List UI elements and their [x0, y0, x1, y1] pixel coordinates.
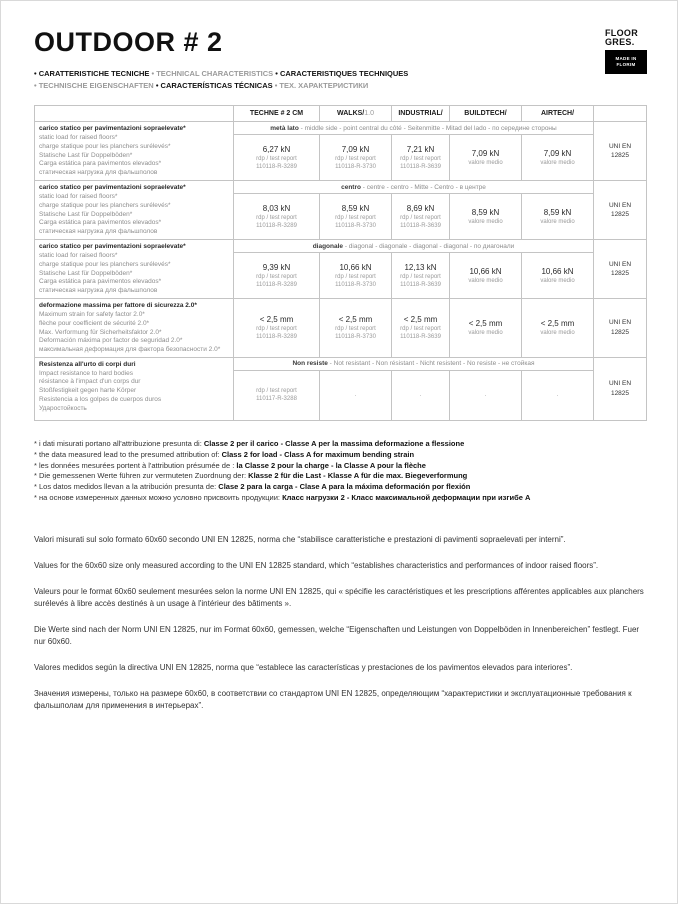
cell-note: valore medio	[468, 330, 503, 336]
footnote-bold: Clase 2 para la carga - Clase A para la máxima deformación por flexión	[218, 482, 471, 492]
cell-note: 110118-R-3289	[256, 163, 297, 170]
span-header-rest: - diagonal - diagonale - diagonal - diagonal - по диагонали	[343, 242, 515, 250]
span-header-rest: - centre - centro - Mitte - Centro - в центре	[360, 183, 486, 191]
norm-cell	[594, 122, 647, 181]
table-header-row	[35, 106, 647, 122]
made-in-florim-badge: MADE IN FLORIM	[605, 50, 647, 75]
footnote-it	[34, 439, 644, 450]
row-label-line: Resistenza all'urto di corpi duri	[39, 360, 136, 368]
value-cell	[450, 135, 522, 181]
row-label-line: charge statique pour les planchers surélevés*	[39, 201, 171, 209]
footnote-de	[34, 471, 644, 482]
row-label-static-load	[35, 181, 234, 240]
norm-line: UNI EN	[608, 201, 632, 209]
value-cell	[522, 299, 594, 358]
logo-line-1: FLOOR	[605, 28, 638, 38]
cell-note: rdp / test report	[256, 155, 297, 162]
corner-cell	[35, 106, 234, 122]
cell-note: valore medio	[540, 277, 575, 284]
cell-note: valore medio	[468, 277, 503, 284]
cell-value: 10,66 kN	[541, 266, 574, 276]
footnote-prefix: * i dati misurati portano all'attribuzione presunta di:	[34, 438, 204, 448]
cell-value: 7,21 kN	[406, 144, 435, 154]
cell-value: 7,09 kN	[471, 148, 500, 158]
span-header-not-resistant	[234, 357, 594, 370]
row-label-static-load	[35, 240, 234, 299]
span-header-rest: - middle side - point central du côté - Seitenmitte - Mitad del lado - по середине стороны	[298, 124, 557, 132]
footnote-ru	[34, 493, 644, 504]
value-cell	[320, 370, 392, 420]
cell-value: .	[354, 392, 357, 399]
footnote-bold: Class 2 for load - Class A for maximum bending strain	[221, 449, 415, 459]
cell-note: valore medio	[468, 218, 503, 225]
row-label-line: deformazione massima per fattore di sicurezza 2.0*	[39, 302, 197, 310]
value-cell	[392, 135, 450, 181]
cell-value: 8,69 kN	[406, 203, 435, 213]
subtitle-seg: • CARACTERISTIQUES TECHNIQUES	[275, 69, 409, 78]
span-header-centre	[234, 181, 594, 194]
cell-value: 8,59 kN	[341, 203, 370, 213]
norm-cell	[594, 299, 647, 358]
footnote-es	[34, 482, 644, 493]
row-label-line: статическая нагрузка для фальшполов	[39, 169, 158, 177]
footnotes	[34, 439, 644, 504]
cell-value: < 2,5 mm	[540, 319, 575, 328]
span-header-strong: centro	[341, 183, 361, 191]
row-label-line: carico statico per pavimentazioni sopraelevate*	[39, 125, 186, 133]
norm-header-cell	[594, 106, 647, 122]
cell-note: rdp / test report	[256, 273, 297, 280]
norm-line: UNI EN	[608, 319, 632, 327]
cell-note: rdp / test report	[335, 273, 376, 280]
logo-line-2: GRES.	[605, 37, 635, 48]
norm-line: 12825	[610, 152, 630, 160]
span-header-middle-side	[234, 122, 594, 135]
column-header-buildtech: BUILDTECH/	[450, 106, 522, 122]
cell-note: 110118-R-3289	[256, 222, 297, 229]
cell-note: rdp / test report	[335, 325, 376, 332]
norm-line: UNI EN	[608, 260, 632, 268]
span-header-strong: Non resiste	[292, 360, 328, 368]
footnote-bold: la Classe 2 pour la charge - la Classe A pour la flèche	[236, 460, 426, 470]
value-cell	[320, 253, 392, 299]
footnote-prefix: * на основе измеренных данных можно условно присвоить продукции:	[34, 493, 283, 503]
row-label-line: Statische Last für Doppelböden*	[39, 151, 133, 159]
table-row	[35, 299, 647, 358]
footnote-prefix: * les données mesurées portent à l'attribution présumée de :	[34, 460, 237, 470]
footnote-bold: Classe 2 per il carico - Classe A per la massima deformazione a flessione	[203, 438, 465, 448]
cell-note: 110118-R-3730	[335, 281, 376, 288]
value-cell	[522, 194, 594, 240]
value-cell	[522, 253, 594, 299]
value-cell	[320, 299, 392, 358]
row-label-line: Ударостойкость	[39, 404, 87, 412]
column-header-airtech: AIRTECH/	[522, 106, 594, 122]
cell-note: 110117-R-3288	[256, 396, 297, 403]
value-cell	[522, 135, 594, 181]
row-label-line: static load for raised floors*	[39, 134, 118, 142]
cell-note: 110118-R-3730	[335, 163, 376, 170]
span-header-rest: - Not resistant - Non résistant - Nicht resistent - No resiste - не стойкая	[327, 360, 535, 368]
column-header-industrial: INDUSTRIAL/	[392, 106, 450, 122]
norm-cell	[594, 181, 647, 240]
cell-note: rdp / test report	[256, 388, 297, 395]
cell-note: rdp / test report	[256, 325, 297, 332]
value-cell	[392, 299, 450, 358]
standard-note-it: Valori misurati sul solo formato 60x60 secondo UNI EN 12825, norma che “stabilisce caratteristiche e prestazioni di pavimenti sopraelevati per interni”.	[34, 535, 566, 545]
value-cell	[450, 194, 522, 240]
cell-value: 9,39 kN	[262, 262, 291, 272]
norm-cell	[594, 357, 647, 420]
value-cell	[450, 370, 522, 420]
cell-note: rdp / test report	[335, 214, 376, 221]
cell-value: .	[484, 392, 487, 399]
cell-value: .	[556, 392, 559, 399]
norm-cell	[594, 240, 647, 299]
value-cell	[234, 299, 320, 358]
table-row	[35, 122, 647, 135]
cell-note: 110118-R-3639	[400, 334, 441, 341]
cell-value: 7,09 kN	[543, 148, 572, 158]
cell-note: rdp / test report	[256, 214, 297, 221]
cell-value: 8,59 kN	[543, 207, 572, 217]
cell-note: 110118-R-3289	[256, 281, 297, 288]
footnote-prefix: * Die gemessenen Werte führen zur vermuteten Zuordnung der:	[34, 471, 249, 481]
column-header-techne: TECHNE # 2 CM	[234, 106, 320, 122]
row-label-line: résistance à l'impact d'un corps dur	[39, 378, 141, 386]
row-label-line: charge statique pour les planchers surélevés*	[39, 260, 171, 268]
value-cell	[522, 370, 594, 420]
row-label-line: Deformación máxima por factor de seguridad 2.0*	[39, 337, 183, 345]
norm-line: UNI EN	[608, 142, 632, 150]
walks-version-label: 1.0	[364, 110, 374, 118]
table-row	[35, 181, 647, 194]
row-label-line: Statische Last für Doppelböden*	[39, 269, 133, 277]
cell-value: .	[419, 392, 422, 399]
cell-note: valore medio	[468, 159, 503, 166]
subtitle-line-1	[34, 68, 644, 80]
footnote-en	[34, 450, 644, 461]
cell-note: 110118-R-3289	[256, 334, 297, 341]
value-cell	[450, 253, 522, 299]
value-cell	[320, 135, 392, 181]
value-cell	[450, 299, 522, 358]
row-label-deformation	[35, 299, 234, 358]
value-cell	[234, 135, 320, 181]
value-cell	[234, 253, 320, 299]
norm-line: 12825	[610, 329, 630, 337]
row-label-line: charge statique pour les planchers surélevés*	[39, 142, 171, 150]
cell-note: rdp / test report	[400, 155, 441, 162]
cell-note: valore medio	[540, 330, 575, 336]
cell-value: < 2,5 mm	[468, 319, 503, 328]
subtitle-seg: • CARACTERÍSTICAS TÉCNICAS	[155, 80, 275, 90]
cell-note: rdp / test report	[400, 214, 441, 221]
cell-value: < 2,5 mm	[403, 314, 438, 324]
row-label-line: static load for raised floors*	[39, 252, 118, 260]
column-header-walks	[320, 106, 392, 122]
cell-value: < 2,5 mm	[259, 314, 294, 324]
cell-value: 10,66 kN	[339, 262, 372, 272]
cell-value: 8,59 kN	[471, 207, 500, 217]
row-label-line: Impact resistance to hard bodies	[39, 369, 133, 377]
value-cell	[392, 194, 450, 240]
norm-line: UNI EN	[608, 380, 632, 388]
cell-note: 110118-R-3639	[400, 163, 441, 170]
row-label-line: Resistencia a los golpes de cuerpos duros	[39, 395, 162, 403]
cell-note: valore medio	[540, 218, 575, 225]
subtitle-seg: • ТЕХ. ХАРАКТЕРИСТИКИ	[274, 80, 369, 90]
row-label-line: static load for raised floors*	[39, 193, 118, 201]
cell-value: 8,03 kN	[262, 203, 291, 213]
row-label-line: Carga estática para pavimentos elevados*	[39, 160, 162, 168]
row-label-line: максимальная деформация для фактора безопасности 2.0*	[39, 346, 221, 354]
row-label-line: carico statico per pavimentazioni sopraelevate*	[39, 243, 186, 251]
row-label-line: Stoßfestigkeit gegen harte Körper	[39, 387, 137, 395]
row-label-line: статическая нагрузка для фальшполов	[39, 228, 158, 236]
cell-value: 7,09 kN	[341, 144, 370, 154]
row-label-line: Statische Last für Doppelböden*	[39, 210, 133, 218]
table-row	[35, 357, 647, 370]
subtitle-line-2	[34, 80, 644, 92]
logo-wordmark	[605, 29, 647, 48]
footnote-prefix: * Los datos medidos llevan a la atribución presunta de:	[34, 482, 219, 492]
norm-line: 12825	[610, 211, 630, 219]
footnote-bold: Класс нагрузки 2 - Класс максимальной деформации при изгибе A	[282, 493, 531, 503]
row-label-line: Carga estática para pavimentos elevados*	[39, 278, 162, 286]
row-label-line: Max. Verformung für Sicherheitsfaktor 2.0*	[39, 328, 162, 336]
subtitles	[34, 68, 644, 91]
row-label-line: carico statico per pavimentazioni sopraelevate*	[39, 184, 186, 192]
floorgres-logo	[605, 29, 647, 74]
cell-note: 110118-R-3730	[335, 222, 376, 229]
cell-note: rdp / test report	[400, 325, 441, 332]
value-cell	[234, 370, 320, 420]
footnote-bold: Klasse 2 für die Last - Klasse A für die max. Biegeverformung	[248, 471, 468, 481]
norm-line: 12825	[610, 389, 630, 397]
cell-value: 10,66 kN	[469, 266, 502, 276]
standard-note-fr: Valeurs pour le format 60x60 seulement mesurées selon la norme UNI EN 12825, qui « spécifie les caractéristiques et les prescriptions afférentes applicables aux planchers surélevés à libre accès destinés à un usage à l'intérieur des bâtiments ».	[34, 587, 644, 609]
span-header-diagonal	[234, 240, 594, 253]
norm-line: 12825	[610, 270, 630, 278]
standard-note-de: Die Werte sind nach der Norm UNI EN 12825, nur im Format 60x60, gemessen, welche “Eigenschaften und Leistungen von Doppelböden in Innenbereichen” festlegt. Fuer nur 60x60.	[34, 625, 640, 647]
cell-note: 110118-R-3639	[400, 222, 441, 229]
technical-characteristics-table	[34, 105, 647, 421]
subtitle-seg: • TECHNISCHE EIGENSCHAFTEN	[34, 80, 156, 90]
cell-value: 12,13 kN	[404, 262, 437, 272]
row-label-line: Carga estática para pavimentos elevados*	[39, 219, 162, 227]
value-cell	[234, 194, 320, 240]
table-row	[35, 240, 647, 253]
cell-note: rdp / test report	[335, 155, 376, 162]
footnote-prefix: * the data measured lead to the presumed attribution of:	[34, 449, 222, 459]
row-label-line: Maximum strain for safety factor 2.0*	[39, 311, 145, 319]
subtitle-seg: • TECHNICAL CHARACTERISTICS	[151, 69, 276, 78]
standard-note-en: Values for the 60x60 size only measured according to the UNI EN 12825 standard, which “establishes characteristics and performances of indoor raised floors”.	[34, 561, 599, 571]
cell-note: rdp / test report	[400, 273, 441, 280]
cell-note: 110118-R-3639	[400, 281, 441, 288]
cell-value: < 2,5 mm	[338, 314, 373, 324]
value-cell	[392, 253, 450, 299]
row-label-line: статическая нагрузка для фальшполов	[39, 287, 158, 295]
cell-note: 110118-R-3730	[335, 334, 376, 341]
row-label-impact	[35, 357, 234, 420]
span-header-strong: diagonale	[312, 242, 344, 250]
walks-label: WALKS/	[337, 110, 365, 118]
page-title: OUTDOOR # 2	[34, 27, 223, 57]
subtitle-seg: • CARATTERISTICHE TECNICHE	[34, 69, 152, 78]
standard-note-es: Valores medidos según la directiva UNI EN 12825, norma que “establece las características y prestaciones de los pavimentos elevados para interiores”.	[34, 663, 573, 673]
value-cell	[320, 194, 392, 240]
row-label-line: flèche pour coefficient de sécurité 2.0*	[39, 319, 150, 327]
cell-value: 6,27 kN	[262, 144, 291, 154]
standard-note-ru: Значения измерены, только на размере 60x60, в соответствии со стандартом UNI EN 12825, определяющим “характеристики и эксплуатационные требования к фальшполам для применения в интерьерах”.	[34, 689, 632, 711]
row-label-static-load	[35, 122, 234, 181]
standard-notes	[34, 534, 648, 712]
span-header-strong: metà lato	[270, 124, 299, 132]
cell-note: valore medio	[540, 159, 575, 166]
value-cell	[392, 370, 450, 420]
footnote-fr	[34, 461, 644, 472]
